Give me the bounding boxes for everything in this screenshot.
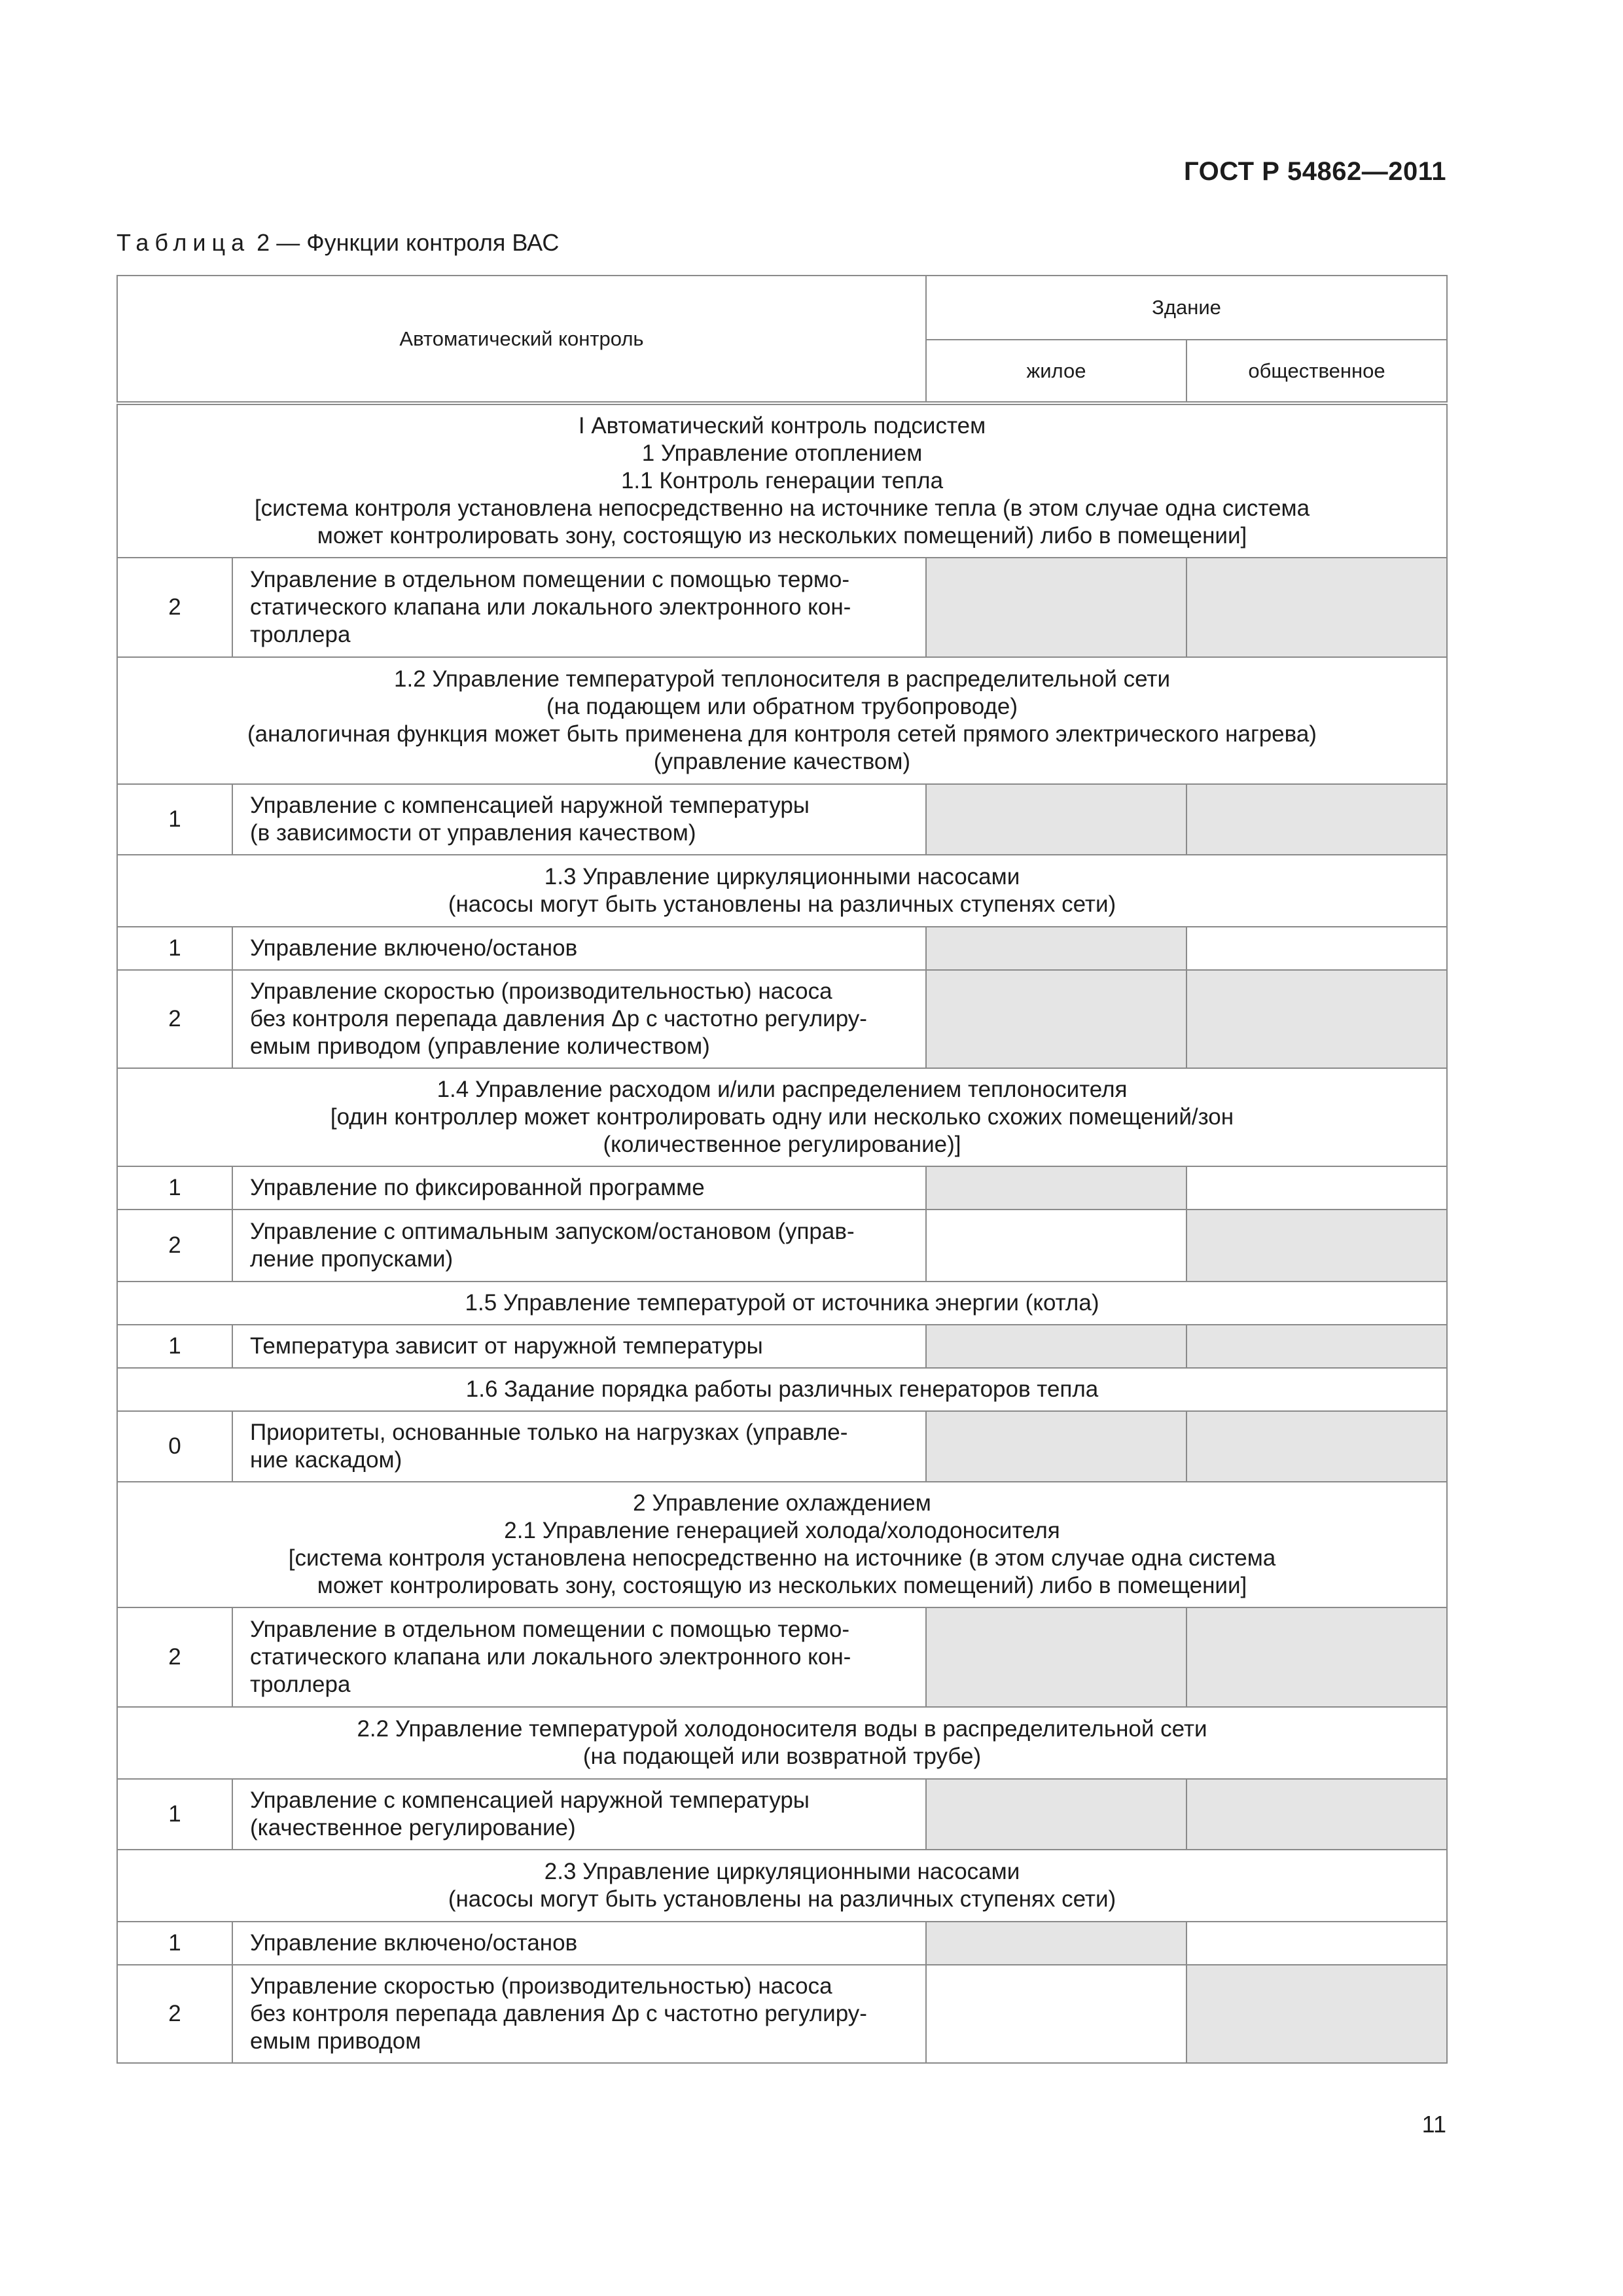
section-row <box>117 1368 1447 1411</box>
desc-line: (в зависимости от управления качеством) <box>250 820 696 846</box>
desc-line: без контроля перепада давления Δp с частотно регулиру- <box>250 1006 867 1031</box>
public-cell <box>1186 1325 1447 1368</box>
header-building: Здание <box>926 276 1447 340</box>
caption-prefix: Таблица <box>116 229 251 256</box>
section-row <box>117 1068 1447 1166</box>
residential-cell <box>926 1965 1186 2063</box>
desc-line: Управление с компенсацией наружной температуры <box>250 793 810 818</box>
residential-cell <box>926 1325 1186 1368</box>
section-line: (на подающем или обратном трубопроводе) <box>546 694 1018 719</box>
row-description <box>232 970 926 1068</box>
desc-line: Управление с оптимальным запуском/остановом (управ- <box>250 1219 855 1244</box>
row-class-number: 2 <box>117 558 232 657</box>
residential-cell <box>926 927 1186 970</box>
header-automatic-control: Автоматический контроль <box>117 276 926 403</box>
row-class-number: 2 <box>117 1210 232 1282</box>
row-class-number: 0 <box>117 1411 232 1482</box>
row-class-number: 1 <box>117 1325 232 1368</box>
desc-line: троллера <box>250 622 351 647</box>
row-class-number: 2 <box>117 1607 232 1707</box>
document-id: ГОСТ Р 54862—2011 <box>1184 157 1446 186</box>
desc-line: Температура зависит от наружной температуры <box>250 1333 763 1359</box>
desc-line: Управление включено/останов <box>250 1930 578 1956</box>
section-line: может контролировать зону, состоящую из нескольких помещений) либо в помещении] <box>317 1573 1247 1598</box>
residential-cell <box>926 1411 1186 1482</box>
section-line: 1.5 Управление температурой от источника энергии (котла) <box>465 1290 1099 1316</box>
section-row <box>117 1282 1447 1325</box>
residential-cell <box>926 1779 1186 1850</box>
row-class-number: 1 <box>117 927 232 970</box>
section-line: (насосы могут быть установлены на различных ступенях сети) <box>448 891 1116 917</box>
section-line: (аналогичная функция может быть применена для контроля сетей прямого электрического нагрева) <box>247 721 1317 747</box>
desc-line: (качественное регулирование) <box>250 1815 576 1840</box>
residential-cell <box>926 1210 1186 1282</box>
section-line: 1.1 Контроль генерации тепла <box>620 468 944 493</box>
section-line: (насосы могут быть установлены на различных ступенях сети) <box>448 1886 1116 1912</box>
public-cell <box>1186 1922 1447 1965</box>
section-line: 1.2 Управление температурой теплоносителя в распределительной сети <box>394 666 1170 692</box>
residential-cell <box>926 558 1186 657</box>
residential-cell <box>926 784 1186 855</box>
section-line: I Автоматический контроль подсистем <box>578 413 986 439</box>
row-class-number: 2 <box>117 1965 232 2063</box>
desc-line: ние каскадом) <box>250 1447 402 1473</box>
section-line: [система контроля установлена непосредственно на источнике тепла (в этом случае одна система <box>254 495 1310 521</box>
public-cell <box>1186 970 1447 1068</box>
public-cell <box>1186 784 1447 855</box>
residential-cell <box>926 1166 1186 1210</box>
desc-line: статического клапана или локального электронного кон- <box>250 1644 851 1670</box>
table-caption <box>116 229 559 257</box>
row-class-number: 1 <box>117 1922 232 1965</box>
desc-line: ление пропусками) <box>250 1246 454 1272</box>
desc-line: Управление скоростью (производительностью) насоса <box>250 1973 832 1999</box>
desc-line: Управление по фиксированной программе <box>250 1175 705 1200</box>
section-row <box>117 1482 1447 1607</box>
row-class-number: 1 <box>117 1779 232 1850</box>
header-public: общественное <box>1186 340 1447 403</box>
row-class-number: 2 <box>117 970 232 1068</box>
section-line: (управление качеством) <box>653 749 911 774</box>
header-residential: жилое <box>926 340 1186 403</box>
public-cell <box>1186 1607 1447 1707</box>
public-cell <box>1186 1166 1447 1210</box>
section-line: 2 Управление охлаждением <box>633 1490 931 1516</box>
section-row <box>117 657 1447 784</box>
caption-title: 2 — Функции контроля ВАС <box>257 229 560 256</box>
row-description <box>232 1965 926 2063</box>
public-cell <box>1186 558 1447 657</box>
section-row <box>117 403 1447 558</box>
row-description <box>232 1325 926 1368</box>
section-line: 1 Управление отоплением <box>641 440 923 466</box>
section-row <box>117 855 1447 927</box>
public-cell <box>1186 1411 1447 1482</box>
row-description <box>232 1607 926 1707</box>
page-number: 11 <box>1421 2111 1446 2138</box>
desc-line: Управление в отдельном помещении с помощью термо- <box>250 567 850 592</box>
section-row <box>117 1850 1447 1922</box>
row-description <box>232 1166 926 1210</box>
residential-cell <box>926 1607 1186 1707</box>
row-description <box>232 784 926 855</box>
desc-line: статического клапана или локального электронного кон- <box>250 594 851 620</box>
desc-line: емым приводом <box>250 2028 421 2054</box>
residential-cell <box>926 970 1186 1068</box>
desc-line: троллера <box>250 1672 351 1697</box>
section-line: 1.3 Управление циркуляционными насосами <box>544 864 1020 889</box>
section-line: [один контроллер может контролировать одну или несколько схожих помещений/зон <box>330 1104 1234 1130</box>
control-functions-table <box>116 275 1448 2064</box>
section-line: (количественное регулирование)] <box>603 1132 961 1157</box>
row-description <box>232 1922 926 1965</box>
section-line: 1.4 Управление расходом и/или распределением теплоносителя <box>437 1077 1128 1102</box>
row-class-number: 1 <box>117 1166 232 1210</box>
public-cell <box>1186 1965 1447 2063</box>
desc-line: Управление в отдельном помещении с помощью термо- <box>250 1617 850 1642</box>
public-cell <box>1186 1210 1447 1282</box>
section-line: 1.6 Задание порядка работы различных генераторов тепла <box>465 1376 1099 1402</box>
desc-line: Приоритеты, основанные только на нагрузках (управле- <box>250 1420 848 1445</box>
row-description <box>232 927 926 970</box>
desc-line: Управление скоростью (производительностью) насоса <box>250 978 832 1004</box>
public-cell <box>1186 1779 1447 1850</box>
desc-line: Управление включено/останов <box>250 935 578 961</box>
section-line: (на подающей или возвратной трубе) <box>582 1744 982 1769</box>
desc-line: без контроля перепада давления Δp с частотно регулиру- <box>250 2001 867 2026</box>
section-line: 2.2 Управление температурой холодоносителя воды в распределительной сети <box>357 1716 1207 1742</box>
row-class-number: 1 <box>117 784 232 855</box>
section-line: 2.1 Управление генерацией холода/холодоносителя <box>504 1518 1060 1543</box>
section-line: может контролировать зону, состоящую из нескольких помещений) либо в помещении] <box>317 523 1247 548</box>
row-description <box>232 1210 926 1282</box>
section-line: [система контроля установлена непосредственно на источнике (в этом случае одна система <box>288 1545 1276 1571</box>
section-row <box>117 1707 1447 1779</box>
row-description <box>232 1411 926 1482</box>
public-cell <box>1186 927 1447 970</box>
desc-line: Управление с компенсацией наружной температуры <box>250 1787 810 1813</box>
desc-line: емым приводом (управление количеством) <box>250 1033 710 1059</box>
row-description <box>232 558 926 657</box>
residential-cell <box>926 1922 1186 1965</box>
row-description <box>232 1779 926 1850</box>
section-line: 2.3 Управление циркуляционными насосами <box>544 1859 1020 1884</box>
